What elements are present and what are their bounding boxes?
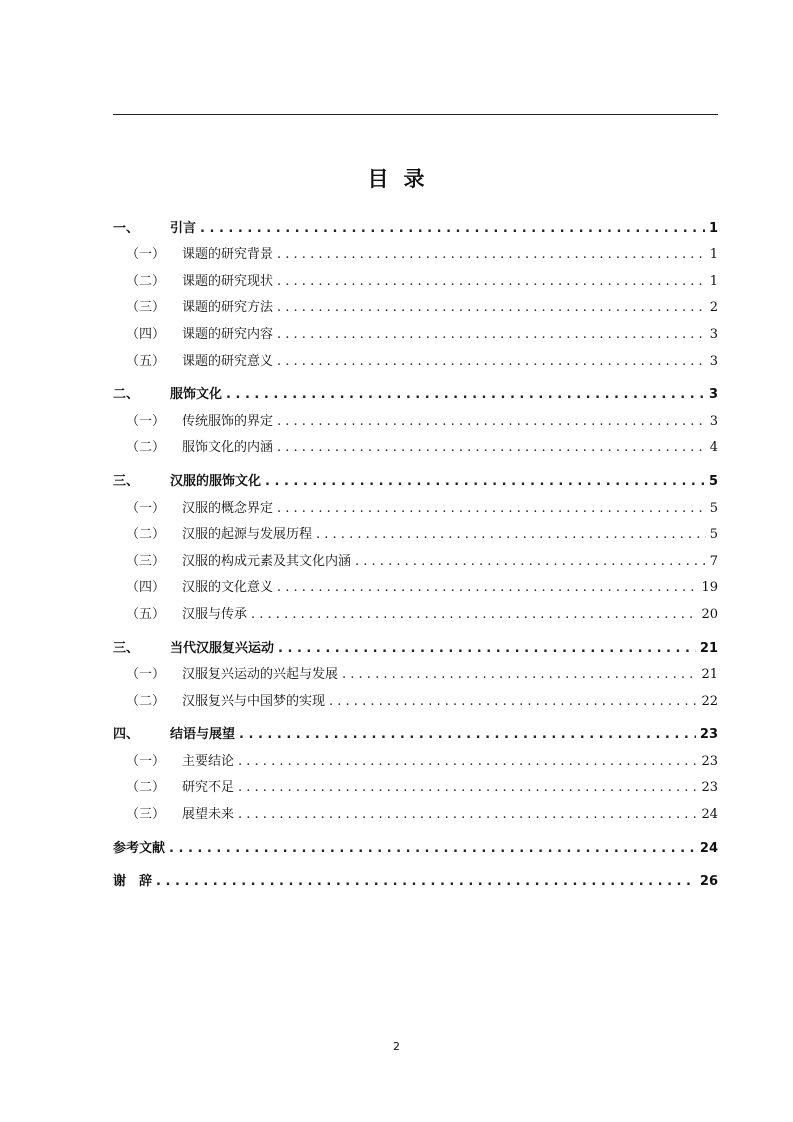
toc-section-entry[interactable] xyxy=(113,570,718,597)
toc-dot-leader xyxy=(277,327,706,343)
toc-entry-page: 1 xyxy=(708,220,718,236)
toc-dot-leader xyxy=(277,440,706,456)
toc-entry-label: 课题的研究背景 xyxy=(182,247,274,263)
toc-section-entry[interactable] xyxy=(113,343,718,370)
toc-chapter-entry[interactable] xyxy=(113,864,718,891)
toc-section-entry[interactable] xyxy=(113,743,718,770)
toc-section-entry[interactable] xyxy=(113,517,718,544)
toc-entry-page: 5 xyxy=(709,527,718,543)
toc-entry-page: 3 xyxy=(708,387,718,403)
toc-entry-number: （二） xyxy=(126,273,166,289)
toc-section-entry[interactable] xyxy=(113,683,718,710)
toc-entry-number: （一） xyxy=(126,413,166,429)
toc-section-entry[interactable] xyxy=(113,237,718,264)
toc-dot-leader xyxy=(169,841,696,857)
header-rule xyxy=(113,114,718,115)
toc-dot-leader xyxy=(226,387,705,403)
toc-entry-label: 谢 辞 xyxy=(113,874,153,890)
toc-dot-leader xyxy=(156,874,696,890)
toc-entry-label: 引言 xyxy=(170,220,197,236)
toc-entry-page: 1 xyxy=(709,247,718,263)
toc-entry-label: 汉服复兴与中国梦的实现 xyxy=(182,693,326,709)
toc-entry-label: 展望未来 xyxy=(182,807,235,823)
toc-entry-number: （二） xyxy=(126,693,166,709)
toc-entry-page: 22 xyxy=(701,693,718,709)
toc-entry-number: （一） xyxy=(126,247,166,263)
toc-entry-page: 23 xyxy=(699,727,718,743)
toc-section-entry[interactable] xyxy=(113,657,718,684)
toc-entry-number: （一） xyxy=(126,667,166,683)
toc-section-entry[interactable] xyxy=(113,796,718,823)
toc-dot-leader xyxy=(277,501,706,517)
toc-entry-label: 结语与展望 xyxy=(170,727,236,743)
toc-dot-leader xyxy=(238,754,697,770)
toc-chapter-entry[interactable] xyxy=(113,830,718,857)
toc-entry-number: （四） xyxy=(126,326,166,342)
toc-entry-label: 当代汉服复兴运动 xyxy=(170,640,275,656)
toc-entry-label: 汉服的概念界定 xyxy=(182,500,274,516)
toc-entry-page: 3 xyxy=(709,353,718,369)
toc-chapter-entry[interactable] xyxy=(113,377,718,404)
toc-entry-number: （二） xyxy=(126,780,166,796)
toc-entry-page: 26 xyxy=(699,874,718,890)
toc-chapter-entry[interactable] xyxy=(113,717,718,744)
toc-entry-label: 传统服饰的界定 xyxy=(182,413,274,429)
toc-entry-number: （一） xyxy=(126,753,166,769)
toc-entry-number: （二） xyxy=(126,440,166,456)
toc-entry-label: 汉服的服饰文化 xyxy=(170,473,262,489)
toc-entry-label: 参考文献 xyxy=(113,840,166,856)
toc-entry-number: （四） xyxy=(126,580,166,596)
toc-entry-page: 2 xyxy=(709,300,718,316)
toc-title-char-1: 目 xyxy=(367,167,390,191)
toc-entry-page: 20 xyxy=(701,606,718,622)
toc-section-entry[interactable] xyxy=(113,543,718,570)
toc-entry-page: 7 xyxy=(709,553,718,569)
toc-entry-number: 四、 xyxy=(113,727,140,743)
toc-dot-leader xyxy=(238,807,697,823)
toc-title-char-2: 录 xyxy=(403,167,426,191)
toc-dot-leader xyxy=(355,554,706,570)
toc-dot-leader xyxy=(239,727,696,743)
toc-section-entry[interactable] xyxy=(113,263,718,290)
toc-entry-label: 汉服复兴运动的兴起与发展 xyxy=(182,667,339,683)
toc-dot-leader xyxy=(277,274,706,290)
toc-entry-label: 主要结论 xyxy=(182,753,235,769)
toc-entry-number: 三、 xyxy=(113,640,140,656)
toc-chapter-entry[interactable] xyxy=(113,463,718,490)
toc-entry-number: （二） xyxy=(126,527,166,543)
toc-entry-number: 三、 xyxy=(113,473,140,489)
toc-entry-page: 5 xyxy=(708,473,718,489)
toc-entry-label: 汉服与传承 xyxy=(182,606,248,622)
toc-entry-page: 23 xyxy=(701,780,718,796)
toc-section-entry[interactable] xyxy=(113,316,718,343)
toc-dot-leader xyxy=(265,474,705,490)
toc-entry-page: 21 xyxy=(701,667,718,683)
toc-entry-number: （一） xyxy=(126,500,166,516)
toc-dot-leader xyxy=(277,354,706,370)
toc-section-entry[interactable] xyxy=(113,596,718,623)
toc-entry-label: 课题的研究意义 xyxy=(182,353,274,369)
toc-entry-page: 24 xyxy=(699,840,718,856)
toc-entry-page: 21 xyxy=(699,640,718,656)
toc-chapter-entry[interactable] xyxy=(113,630,718,657)
toc-entry-number: 一、 xyxy=(113,220,140,236)
toc-entry-label: 课题的研究内容 xyxy=(182,326,274,342)
toc-dot-leader xyxy=(329,694,697,710)
toc-entry-number: 二、 xyxy=(113,387,140,403)
toc-dot-leader xyxy=(277,247,706,263)
toc-entry-label: 汉服的文化意义 xyxy=(182,580,274,596)
toc-entry-page: 5 xyxy=(709,500,718,516)
toc-entry-number: （五） xyxy=(126,353,166,369)
toc-entry-page: 3 xyxy=(709,413,718,429)
toc-dot-leader xyxy=(277,580,697,596)
toc-chapter-entry[interactable] xyxy=(113,210,718,237)
toc-dot-leader xyxy=(277,414,706,430)
toc-entry-page: 24 xyxy=(701,807,718,823)
toc-section-entry[interactable] xyxy=(113,490,718,517)
toc-entry-number: （三） xyxy=(126,553,166,569)
toc-dot-leader xyxy=(316,527,706,543)
toc-entry-label: 课题的研究方法 xyxy=(182,300,274,316)
toc-section-entry[interactable] xyxy=(113,430,718,457)
toc-entry-label: 汉服的构成元素及其文化内涵 xyxy=(182,553,352,569)
toc-dot-leader xyxy=(251,607,697,623)
toc-entry-page: 4 xyxy=(709,440,718,456)
toc-entry-page: 1 xyxy=(709,273,718,289)
toc-entry-label: 服饰文化 xyxy=(170,387,223,403)
toc-list xyxy=(113,210,718,890)
toc-dot-leader xyxy=(200,221,705,237)
toc-entry-label: 服饰文化的内涵 xyxy=(182,440,274,456)
toc-entry-page: 3 xyxy=(709,326,718,342)
toc-title xyxy=(0,163,793,193)
toc-dot-leader xyxy=(277,300,706,316)
toc-dot-leader xyxy=(342,667,697,683)
toc-entry-page: 23 xyxy=(701,753,718,769)
toc-entry-label: 课题的研究现状 xyxy=(182,273,274,289)
toc-dot-leader xyxy=(238,780,697,796)
toc-entry-label: 研究不足 xyxy=(182,780,235,796)
toc-dot-leader xyxy=(278,641,696,657)
toc-section-entry[interactable] xyxy=(113,403,718,430)
toc-entry-number: （三） xyxy=(126,807,166,823)
toc-entry-page: 19 xyxy=(701,580,718,596)
toc-entry-number: （五） xyxy=(126,606,166,622)
toc-section-entry[interactable] xyxy=(113,290,718,317)
page-number: 2 xyxy=(393,1040,400,1053)
toc-section-entry[interactable] xyxy=(113,770,718,797)
toc-entry-number: （三） xyxy=(126,300,166,316)
toc-entry-label: 汉服的起源与发展历程 xyxy=(182,527,313,543)
